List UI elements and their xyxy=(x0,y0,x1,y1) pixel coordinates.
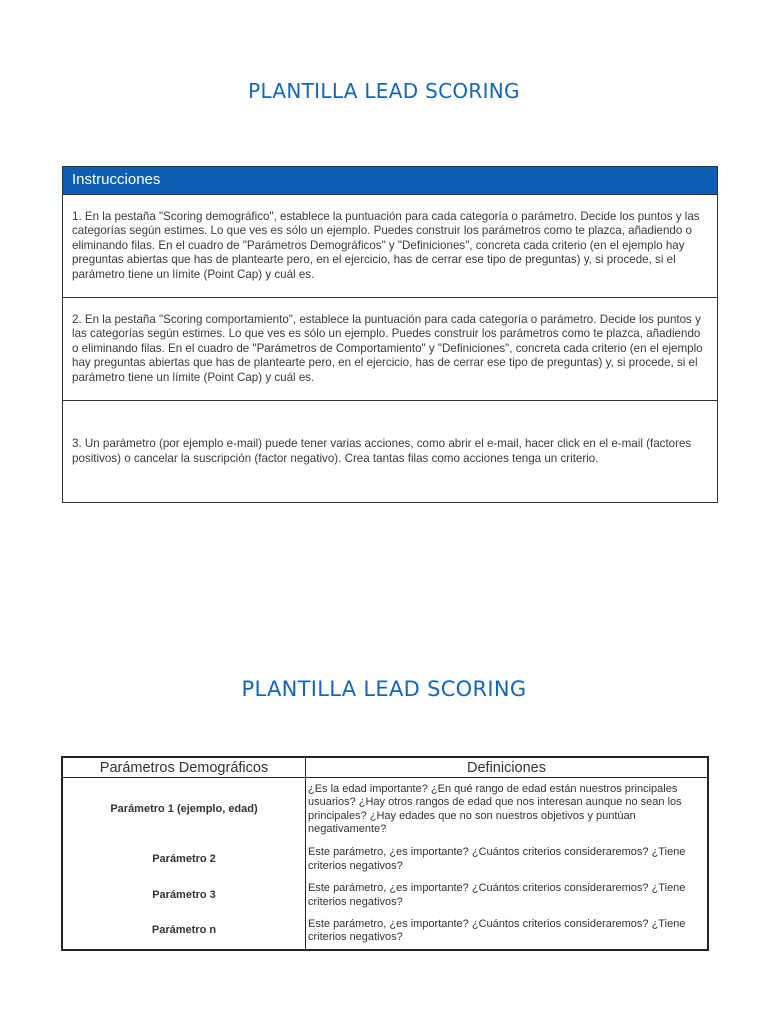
instructions-table xyxy=(62,166,718,503)
parameter-name: Parámetro 1 (ejemplo, edad) xyxy=(62,778,306,842)
instruction-item-1: 1. En la pestaña "Scoring demográfico", establece la puntuación para cada categoría o parámetro. Decide los puntos y las categorías según estimes. Lo que ves es sólo un ejemplo. Puedes construir los parámetros como te plazca, añadiendo o eliminando filas. En el cuadro de "Parámetros Demográficos" y "Definiciones", concreta cada criterio (en el ejemplo hay preguntas abiertas que has de plantearte pero, en el ejercicio, has de cerrar ese tipo de preguntas) y, si procede, si el parámetro tiene un límite (Point Cap) y cuál es. xyxy=(63,195,718,298)
column-header-definitions: Definiciones xyxy=(306,757,709,778)
instructions-header: Instrucciones xyxy=(63,167,718,195)
table-row xyxy=(62,778,708,842)
parameters-table xyxy=(61,756,709,951)
table-row xyxy=(62,842,708,878)
column-header-parameters: Parámetros Demográficos xyxy=(62,757,306,778)
parameter-definition: Este parámetro, ¿es importante? ¿Cuántos criterios consideraremos? ¿Tiene criterios negativos? xyxy=(306,914,709,950)
page-title: PLANTILLA LEAD SCORING xyxy=(248,79,520,103)
table-row xyxy=(62,878,708,914)
parameter-definition: Este parámetro, ¿es importante? ¿Cuántos criterios consideraremos? ¿Tiene criterios negativos? xyxy=(306,878,709,914)
parameter-definition: Este parámetro, ¿es importante? ¿Cuántos criterios consideraremos? ¿Tiene criterios negativos? xyxy=(306,842,709,878)
parameter-name: Parámetro 2 xyxy=(62,842,306,878)
section-title: PLANTILLA LEAD SCORING xyxy=(241,677,527,701)
parameter-definition: ¿Es la edad importante? ¿En qué rango de edad están nuestros principales usuarios? ¿Hay otros rangos de edad que nos interesan aunque no sean los principales? ¿Hay edades que no son nuestros objetivos y puntúan negativamente? xyxy=(306,778,709,842)
instruction-item-2: 2. En la pestaña "Scoring comportamiento", establece la puntuación para cada categoría o parámetro. Decide los puntos y las categorías según estimes. Lo que ves es sólo un ejemplo. Puedes construir los parámetros como te plazca, añadiendo o eliminando filas. En el cuadro de "Parámetros de Comportamiento" y "Definiciones", concreta cada criterio (en el ejemplo hay preguntas abiertas que has de plantearte pero, en el ejercicio, has de cerrar ese tipo de preguntas) y, si procede, si el parámetro tiene un límite (Point Cap) y cuál es. xyxy=(63,298,718,401)
parameter-name: Parámetro 3 xyxy=(62,878,306,914)
instruction-item-3: 3. Un parámetro (por ejemplo e-mail) puede tener varias acciones, como abrir el e-mail, hacer click en el e-mail (factores positivos) o cancelar la suscripción (factor negativo). Crea tantas filas como acciones tenga un criterio. xyxy=(63,401,718,503)
table-row xyxy=(62,914,708,950)
parameter-name: Parámetro n xyxy=(62,914,306,950)
